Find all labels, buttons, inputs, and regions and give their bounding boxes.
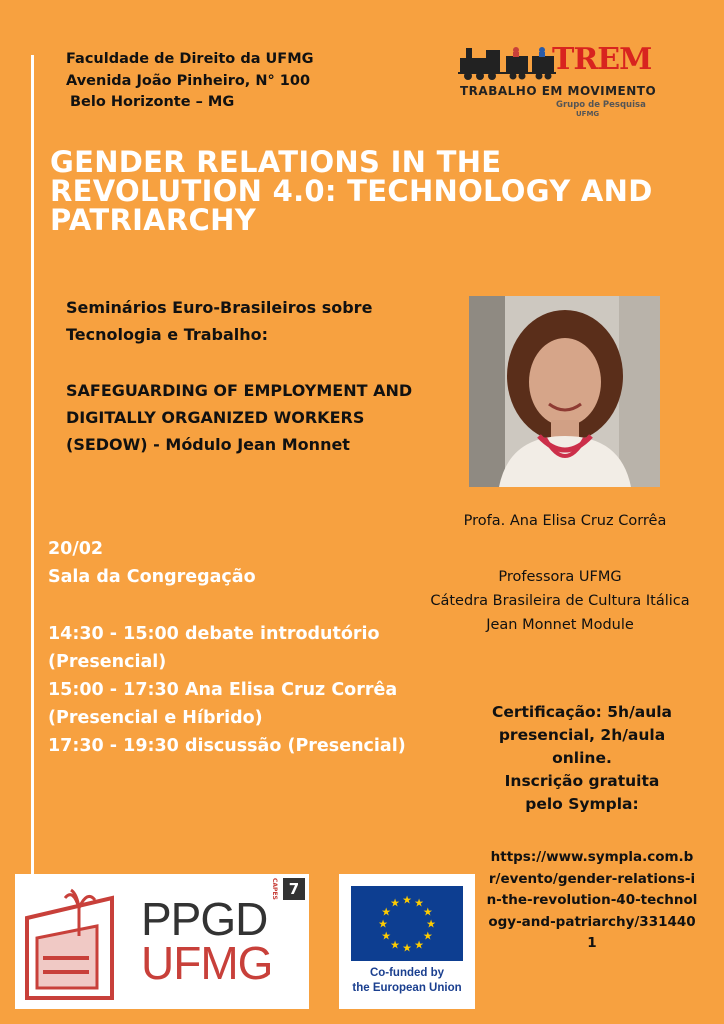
- eu-star: ★: [381, 929, 392, 943]
- eu-star: ★: [390, 896, 400, 910]
- trem-wordmark: TREM: [552, 42, 652, 77]
- capes-label: CAPES: [271, 878, 278, 900]
- eu-star: ★: [381, 905, 392, 919]
- project-name: SAFEGUARDING OF EMPLOYMENT AND DIGITALLY ORGANIZED WORKERS (SEDOW) - Módulo Jean Monnet: [66, 381, 413, 454]
- registration-link[interactable]: https://www.sympla.com.br/evento/gender-relations-in-the-revolution-40-technology-and-patriarchy/3314401: [486, 849, 698, 951]
- trem-tagline: TRABALHO EM MOVIMENTO: [460, 84, 657, 98]
- ufmg-wordmark: UFMG: [141, 937, 273, 989]
- schedule-item: 15:00 - 17:30 Ana Elisa Cruz Corrêa (Presencial e Híbrido): [48, 680, 398, 728]
- speaker-photo: [469, 296, 660, 487]
- eu-star: ★: [402, 893, 412, 907]
- event-date-venue: [48, 535, 256, 591]
- speaker-name: Profa. Ana Elisa Cruz Corrêa: [463, 513, 667, 529]
- address-line-2: Avenida João Pinheiro, N° 100: [66, 72, 311, 89]
- schedule-item: 14:30 - 15:00 debate introdutório (Presencial): [48, 624, 380, 672]
- event-title: GENDER RELATIONS IN THE REVOLUTION 4.0: TECHNOLOGY AND PATRIARCHY: [50, 145, 653, 237]
- certification-info: [487, 701, 677, 816]
- eu-cofunded-logo: [339, 874, 475, 1009]
- eu-line-2: the European Union: [352, 982, 462, 994]
- eu-star: ★: [414, 896, 424, 910]
- eu-star: ★: [422, 929, 433, 943]
- event-venue: Sala da Congregação: [48, 567, 256, 587]
- building-icon: [17, 878, 137, 1008]
- decorative-vertical-line: [31, 55, 34, 885]
- eu-star: ★: [414, 938, 424, 952]
- affiliation-line: Jean Monnet Module: [486, 617, 634, 633]
- eu-star: ★: [422, 905, 433, 919]
- seminar-series: Seminários Euro-Brasileiros sobre Tecnologia e Trabalho:: [66, 298, 373, 344]
- trem-logo: [456, 36, 692, 122]
- eu-star: ★: [426, 917, 436, 931]
- train-icon: [458, 40, 558, 86]
- event-date: 20/02: [48, 539, 104, 559]
- trem-org: UFMG: [576, 110, 600, 118]
- schedule-item: 17:30 - 19:30 discussão (Presencial): [48, 736, 406, 756]
- venue-address: [66, 49, 314, 114]
- eu-star: ★: [378, 917, 388, 931]
- eu-line-1: Co-funded by: [369, 967, 445, 979]
- ppgd-ufmg-logo: [15, 874, 309, 1009]
- affiliation-line: Cátedra Brasileira de Cultura Itálica: [430, 593, 690, 609]
- trem-group: Grupo de Pesquisa: [556, 100, 646, 110]
- affiliation-line: Professora UFMG: [498, 569, 622, 585]
- eu-star: ★: [390, 938, 400, 952]
- capes-score-badge: 7: [283, 878, 305, 900]
- event-schedule: [48, 620, 448, 760]
- certification-hours: Certificação: 5h/aula presencial, 2h/aula online.: [491, 703, 673, 767]
- eu-star: ★: [402, 941, 412, 955]
- address-line-3: Belo Horizonte – MG: [70, 94, 235, 110]
- eu-flag-icon: [351, 886, 463, 961]
- address-line-1: Faculdade de Direito da UFMG: [66, 51, 314, 67]
- ppgd-wordmark: PPGD: [141, 893, 268, 945]
- eu-text: [339, 966, 475, 996]
- speaker-affiliation: [400, 565, 720, 637]
- speaker-portrait-icon: [469, 296, 660, 487]
- registration-note: Inscrição gratuita pelo Sympla:: [504, 772, 660, 813]
- eu-stars-icon: [351, 886, 463, 961]
